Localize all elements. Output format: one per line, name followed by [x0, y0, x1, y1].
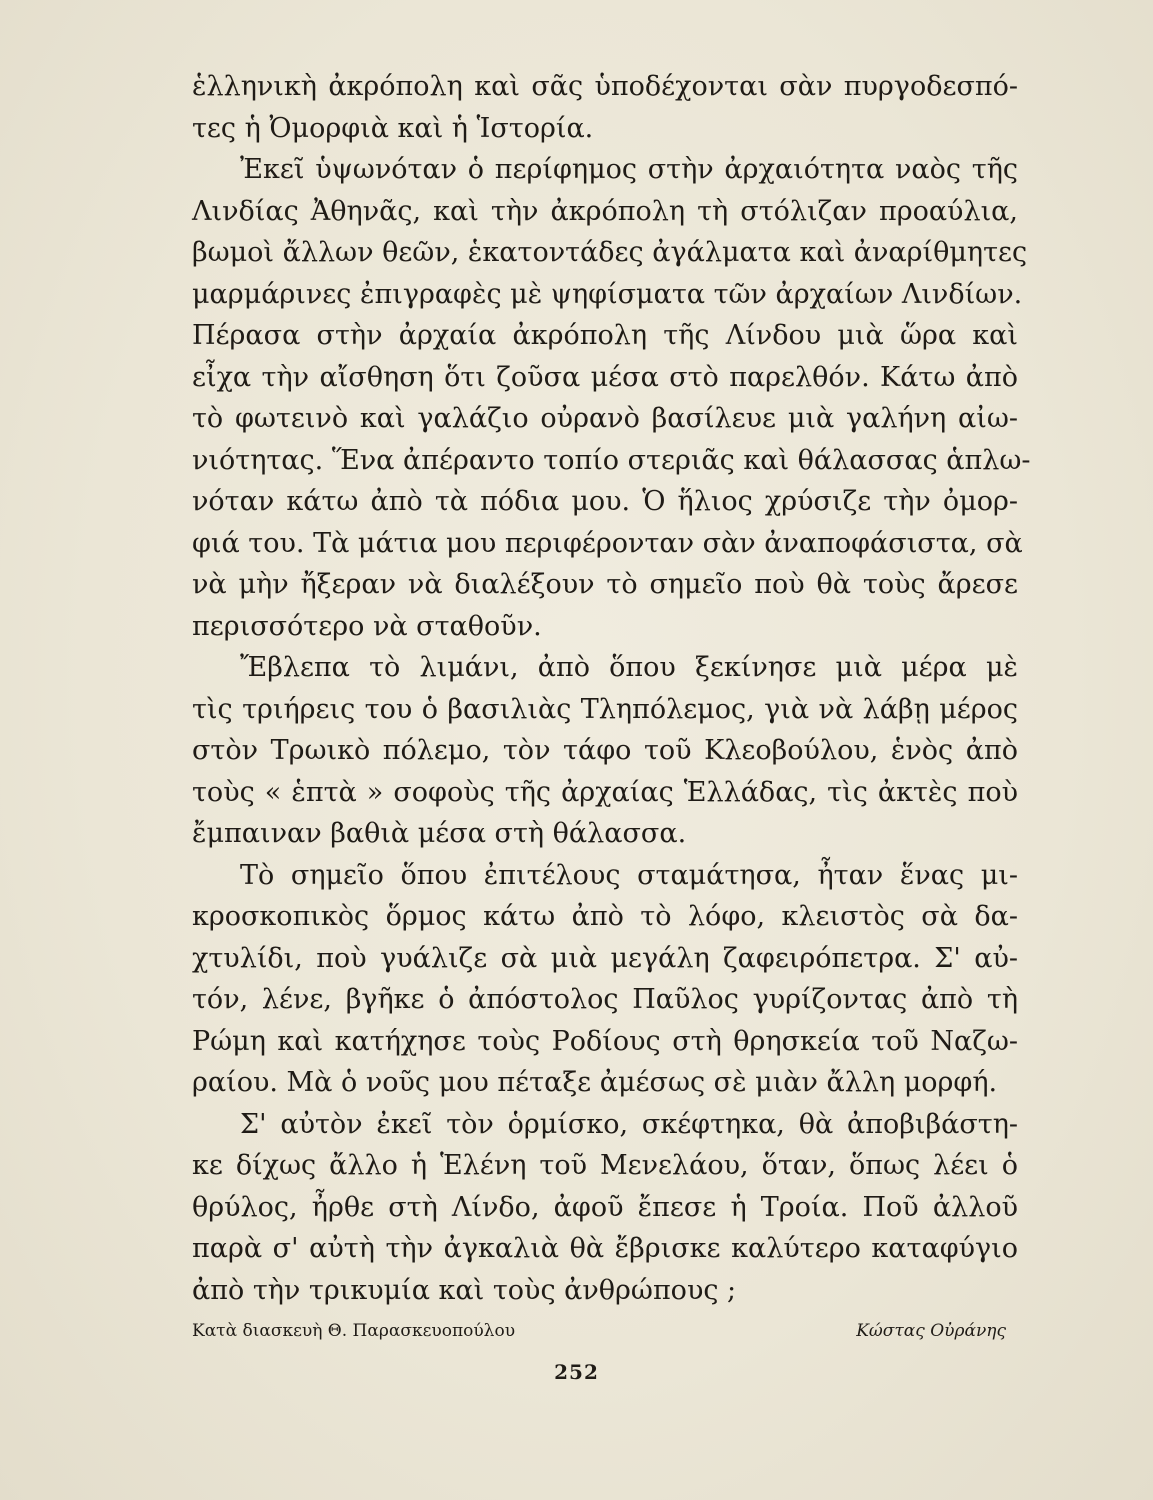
text-line: κε δίχως ἄλλο ἡ Ἑλένη τοῦ Μενελάου, ὅταν, ὅπως λέει ὁ [192, 1150, 1018, 1181]
text-line: Τὸ σημεῖο ὅπου ἐπιτέλους σταμάτησα, ἦταν ἕνας μι- [240, 859, 1018, 891]
text-line: ἑλληνικὴ ἀκρόπολη καὶ σᾶς ὑποδέχονται σὰν πυργοδεσπό- [192, 71, 1018, 102]
text-line: Σ' αὐτὸν ἐκεῖ τὸν ὁρμίσκο, σκέφτηκα, θὰ ἀποβιβάστη- [240, 1108, 1018, 1140]
text-line: τὶς τριήρεις του ὁ βασιλιὰς Τληπόλεμος, γιὰ νὰ λάβῃ μέρος [192, 693, 1018, 725]
text-line: εἶχα τὴν αἴσθηση ὅτι ζοῦσα μέσα στὸ παρελθόν. Κάτω ἀπὸ [192, 361, 1018, 393]
text-line: περισσότερο νὰ σταθοῦν. [192, 610, 542, 642]
text-line: νὰ μὴν ἤξεραν νὰ διαλέξουν τὸ σημεῖο ποὺ θὰ τοὺς ἄρεσε [192, 569, 1018, 600]
text-line: βωμοὶ ἄλλων θεῶν, ἑκατοντάδες ἀγάλματα καὶ ἀναρίθμητες [192, 237, 1028, 268]
text-line: τες ἡ Ὀμορφιὰ καὶ ἡ Ἱστορία. [192, 112, 594, 144]
text-line: νόταν κάτω ἀπὸ τὰ πόδια μου. Ὁ ἥλιος χρύσιζε τὴν ὀμορ- [192, 486, 1018, 517]
text-line: Πέρασα στὴν ἀρχαία ἀκρόπολη τῆς Λίνδου μιὰ ὥρα καὶ [192, 320, 1018, 351]
text-line: νιότητας. Ἕνα ἀπέραντο τοπίο στεριᾶς καὶ θάλασσας ἁπλω- [192, 444, 1031, 476]
text-line: τοὺς « ἑπτὰ » σοφοὺς τῆς ἀρχαίας Ἑλλάδας, τὶς ἀκτὲς ποὺ [192, 776, 1018, 808]
text-line: στὸν Τρωικὸ πόλεμο, τὸν τάφο τοῦ Κλεοβούλου, ἑνὸς ἀπὸ [192, 735, 1018, 766]
text-line: κροσκοπικὸς ὅρμος κάτω ἀπὸ τὸ λόφο, κλειστὸς σὰ δα- [192, 901, 1018, 932]
text-line: Ἔβλεπα τὸ λιμάνι, ἀπὸ ὅπου ξεκίνησε μιὰ μέρα μὲ [240, 652, 1018, 683]
page-number: 252 [554, 1360, 599, 1384]
text-line: παρὰ σ' αὐτὴ τὴν ἀγκαλιὰ θὰ ἔβρισκε καλύτερο καταφύγιο [192, 1233, 1018, 1264]
text-line: ραίου. Μὰ ὁ νοῦς μου πέταξε ἀμέσως σὲ μιὰν ἄλλη μορφή. [192, 1067, 998, 1098]
text-line: φιά του. Τὰ μάτια μου περιφέρονταν σὰν ἀναποφάσιστα, σὰ [192, 527, 1023, 559]
text-line: θρύλος, ἦρθε στὴ Λίνδο, ἀφοῦ ἔπεσε ἡ Τροία. Ποῦ ἀλλοῦ [192, 1191, 1018, 1223]
text-line: μαρμάρινες ἐπιγραφὲς μὲ ψηφίσματα τῶν ἀρχαίων Λινδίων. [192, 278, 1023, 310]
adaptation-credit: Κατὰ διασκευὴ Θ. Παρασκευοπούλου [192, 1321, 516, 1341]
text-line: ἔμπαιναν βαθιὰ μέσα στὴ θάλασσα. [192, 818, 687, 849]
attribution [192, 1317, 1018, 1345]
text-line: τὸ φωτεινὸ καὶ γαλάζιο οὐρανὸ βασίλευε μιὰ γαλήνη αἰω- [192, 403, 1018, 434]
body-text [192, 66, 1031, 1311]
text-line: Ἐκεῖ ὑψωνόταν ὁ περίφημος στὴν ἀρχαιότητα ναὸς τῆς [240, 154, 1018, 185]
text-line: τόν, λένε, βγῆκε ὁ ἀπόστολος Παῦλος γυρίζοντας ἀπὸ τὴ [192, 984, 1018, 1015]
text-line: Ρώμη καὶ κατήχησε τοὺς Ροδίους στὴ θρησκεία τοῦ Ναζω- [192, 1025, 1018, 1057]
text-line: ἀπὸ τὴν τρικυμία καὶ τοὺς ἀνθρώπους ; [192, 1274, 737, 1306]
text-line: Λινδίας Ἀθηνᾶς, καὶ τὴν ἀκρόπολη τὴ στόλιζαν προαύλια, [192, 195, 1018, 227]
author-name: Κώστας Οὐράνης [856, 1321, 1006, 1341]
text-line: χτυλίδι, ποὺ γυάλιζε σὰ μιὰ μεγάλη ζαφειρόπετρα. Σ' αὐ- [192, 942, 1018, 974]
